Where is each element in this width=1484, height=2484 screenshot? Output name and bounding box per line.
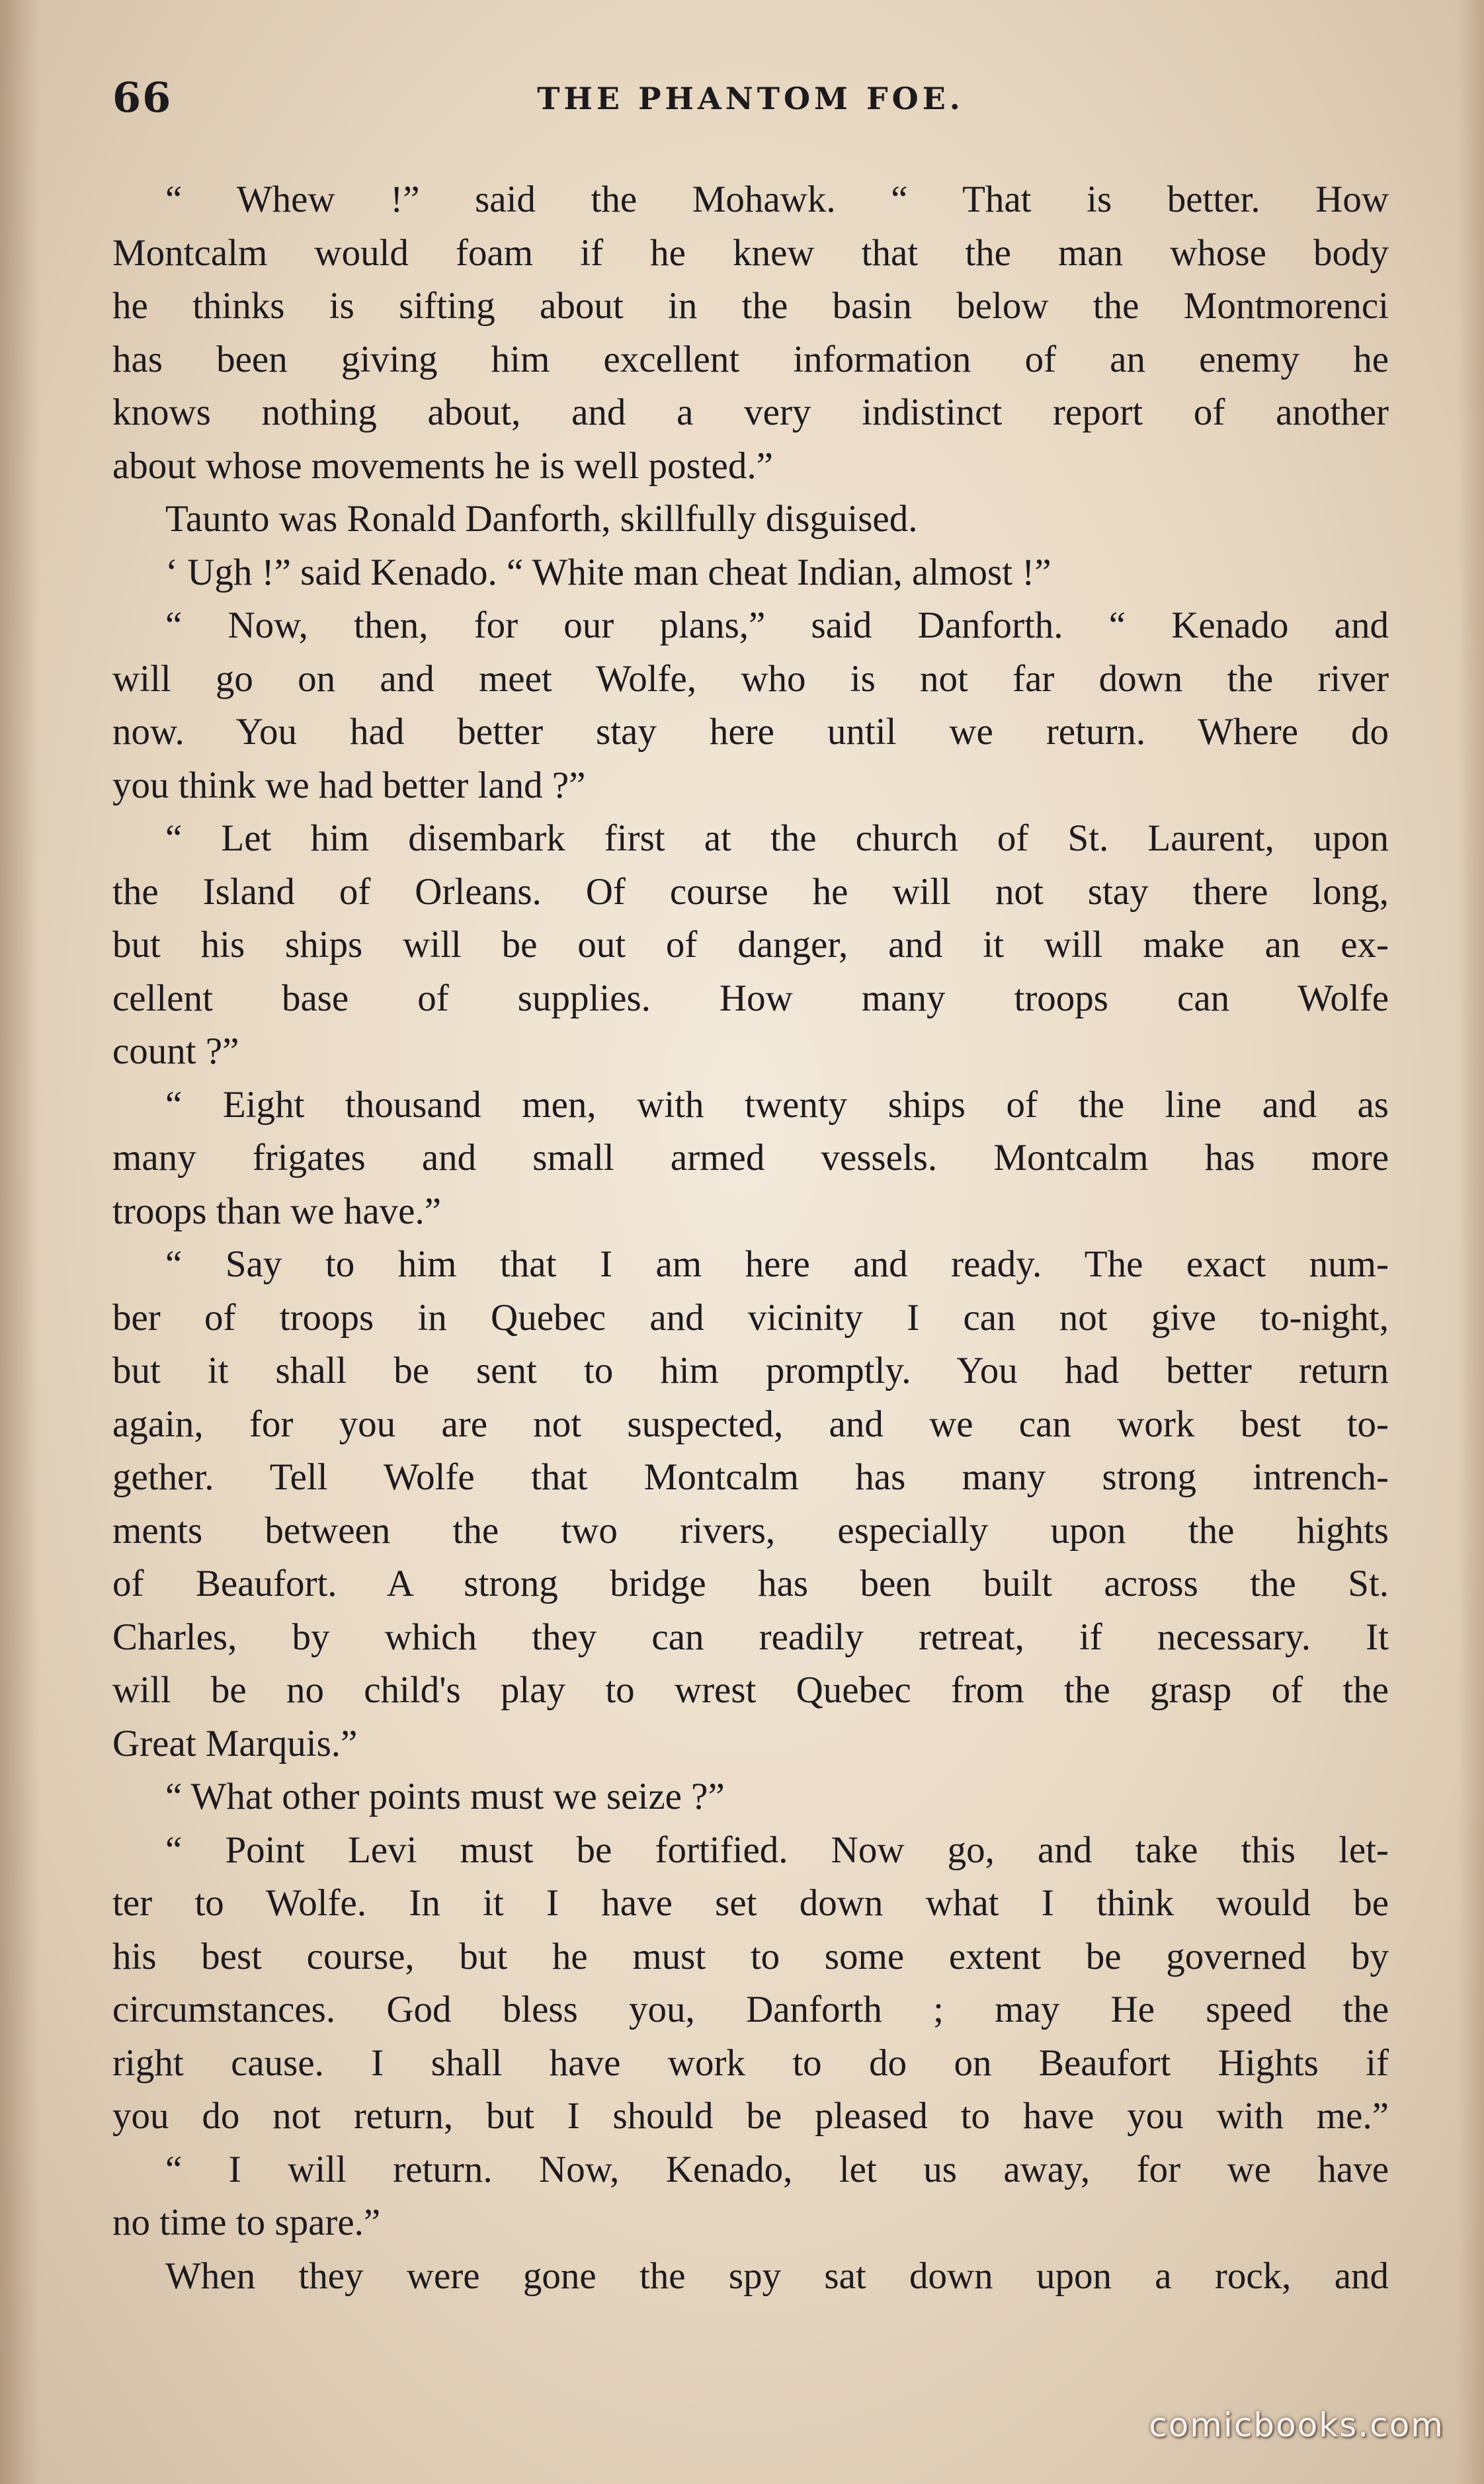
page-edge-shadow <box>0 0 40 2484</box>
text-line: “ Point Levi must be fortified. Now go, and take this let- <box>165 1829 1389 1871</box>
text-line: ‘ Ugh !” said Kenado. “ White man cheat Indian, almost !” <box>165 551 1051 593</box>
text-line: ter to Wolfe. In it I have set down what I think would be <box>112 1882 1389 1924</box>
text-line: of Beaufort. A strong bridge has been built across the St. <box>112 1563 1389 1604</box>
text-line: will go on and meet Wolfe, who is not far down the river <box>112 657 1389 700</box>
text-line: “ Say to him that I am here and ready. The exact num- <box>165 1243 1389 1285</box>
text-line: count ?” <box>112 1030 239 1072</box>
text-line: again, for you are not suspected, and we can work best to- <box>112 1403 1389 1445</box>
text-line: ber of troops in Quebec and vicinity I can not give to-night, <box>112 1296 1389 1339</box>
text-line: right cause. I shall have work to do on Beaufort Hights if <box>112 2042 1389 2084</box>
text-line: but his ships will be out of danger, and it will make an ex- <box>112 924 1389 966</box>
text-line: “ Whew !” said the Mohawk. “ That is better. How <box>165 179 1389 220</box>
text-line: you do not return, but I should be pleased to have you with me.” <box>112 2095 1389 2137</box>
text-line: will be no child's play to wrest Quebec from the grasp of the <box>112 1669 1389 1711</box>
text-line: the Island of Orleans. Of course he will not stay there long, <box>112 870 1389 913</box>
text-line: his best course, but he must to some extent be governed by <box>112 1935 1389 1977</box>
text-line: cellent base of supplies. How many troops can Wolfe <box>112 977 1389 1019</box>
page-number: 66 <box>112 73 173 122</box>
text-line: “ What other points must we seize ?” <box>165 1776 725 1817</box>
text-line: “ Now, then, for our plans,” said Danforth. “ Kenado and <box>165 604 1389 646</box>
text-line: about whose movements he is well posted.” <box>112 444 773 487</box>
text-line: he thinks is sifting about in the basin below the Montmorenci <box>112 285 1389 327</box>
text-line: troops than we have.” <box>112 1190 441 1232</box>
text-line: knows nothing about, and a very indistinct report of another <box>112 392 1389 433</box>
text-line: “ Let him disembark first at the church of St. Laurent, upon <box>165 817 1389 859</box>
text-line: no time to spare.” <box>112 2202 381 2243</box>
text-line: but it shall be sent to him promptly. You had better return <box>112 1350 1389 1391</box>
text-line: gether. Tell Wolfe that Montcalm has many strong intrench- <box>112 1456 1389 1498</box>
running-head: THE PHANTOM FOE. <box>537 81 964 116</box>
text-line: Taunto was Ronald Danforth, skillfully disguised. <box>165 498 918 540</box>
page-edge-shadow <box>1458 0 1484 2484</box>
page-header <box>112 71 1389 124</box>
text-line: Great Marquis.” <box>112 1722 358 1764</box>
text-line: has been giving him excellent information of an enemy he <box>112 338 1389 380</box>
text-line: Montcalm would foam if he knew that the man whose body <box>112 231 1389 274</box>
text-line: When they were gone the spy sat down upon a rock, and <box>165 2255 1389 2297</box>
text-line: “ I will return. Now, Kenado, let us away, for we have <box>165 2148 1389 2190</box>
text-line: Charles, by which they can readily retreat, if necessary. It <box>112 1616 1389 1658</box>
text-line: now. You had better stay here until we return. Where do <box>112 711 1389 753</box>
text-line: you think we had better land ?” <box>112 764 586 806</box>
text-line: ments between the two rivers, especially upon the hights <box>112 1509 1389 1552</box>
text-line: circumstances. God bless you, Danforth ; may He speed the <box>112 1989 1389 2030</box>
body-text <box>112 173 1389 2303</box>
watermark: comicbooks.com <box>1149 2406 1444 2444</box>
text-line: “ Eight thousand men, with twenty ships of the line and as <box>165 1083 1389 1126</box>
text-line: many frigates and small armed vessels. Montcalm has more <box>112 1137 1389 1179</box>
